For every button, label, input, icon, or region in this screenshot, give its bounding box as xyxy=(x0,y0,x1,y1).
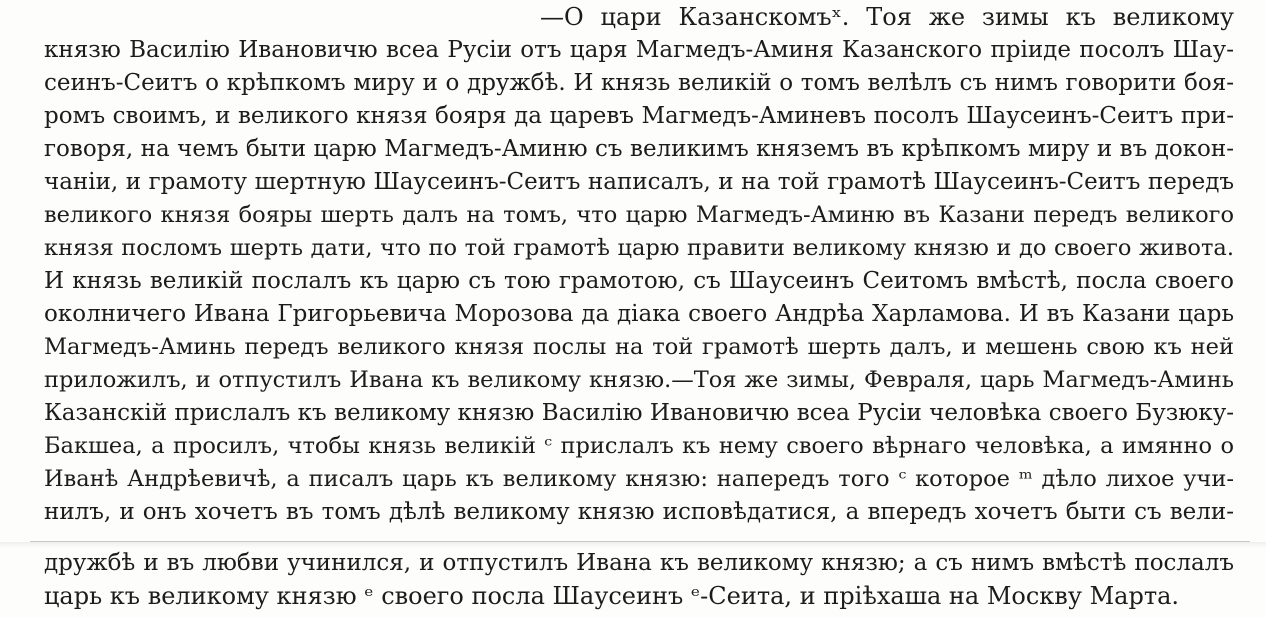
text-line: Магмедъ-Аминь передъ великого князя послы на той грамотѣ шерть далъ, и мешень свою къ ней xyxy=(44,334,1234,360)
text-line: приложилъ, и отпустилъ Ивана къ великому князю.—Тоя же зимы, Февраля, царь Магмедъ-Аминь xyxy=(44,367,1234,393)
text-line: ромъ своимъ, и великого князя бояря да царевъ Магмедъ-Аминевъ посолъ Шаусеинъ-Сеитъ при- xyxy=(44,103,1234,129)
text-line: князя посломъ шерть дати, что по той грамотѣ царю правити великому князю и до своего живота. xyxy=(44,235,1234,261)
text-line: Бакшеа, а просилъ, чтобы князь великій ᶜ прислалъ къ нему своего вѣрнаго человѣка, а имянно о xyxy=(44,433,1234,459)
text-line: сеинъ-Сеитъ о крѣпкомъ миру и о дружбѣ. И князь великій о томъ велѣлъ съ нимъ говорити боя- xyxy=(44,70,1234,96)
text-line: князю Василію Ивановичю всеа Русіи отъ царя Магмедъ-Аминя Казанского пріиде посолъ Шау- xyxy=(44,37,1234,63)
text-line: околничего Ивана Григорьевича Морозова да діака своего Андрѣа Харламова. И въ Казани царь xyxy=(44,301,1234,327)
text-line: Казанскій прислалъ къ великому князю Василію Ивановичю всеа Русіи человѣка своего Бузюку- xyxy=(44,400,1234,426)
text-line: дружбѣ и въ любви учинился, и отпустилъ Ивана къ великому князю; а съ нимъ вмѣстѣ послалъ xyxy=(44,550,1234,576)
text-line: нилъ, и онъ хочетъ въ томъ дѣлѣ великому князю исповѣдатися, а впередъ хочетъ быти съ вели- xyxy=(44,499,1234,525)
text-line: И князь великій послалъ къ царю съ тою грамотою, съ Шаусеинъ Сеитомъ вмѣстѣ, посла своего xyxy=(44,268,1234,294)
text-line: царь къ великому князю ᵉ своего посла Шаусеинъ ᵉ-Сеита, и пріѣхаша на Москву Марта. xyxy=(44,582,1180,610)
text-line: Иванѣ Андрѣевичѣ, а писалъ царь къ великому князю: напередъ того ᶜ которое ᵐ дѣло лихое учи- xyxy=(44,466,1234,492)
text-line: —О цари Казанскомъˣ. Тоя же зимы къ великому xyxy=(540,3,1234,31)
text-line: великого князя бояры шерть далъ на томъ, что царю Магмедъ-Аминю въ Казани передъ великого xyxy=(44,202,1234,228)
text-line: чаніи, и грамоту шертную Шаусеинъ-Сеитъ написалъ, и на той грамотѣ Шаусеинъ-Сеитъ передъ xyxy=(44,169,1234,195)
text-line: говоря, на чемъ быти царю Магмедъ-Аминю съ великимъ княземъ въ крѣпкомъ миру и въ докон- xyxy=(44,136,1234,162)
